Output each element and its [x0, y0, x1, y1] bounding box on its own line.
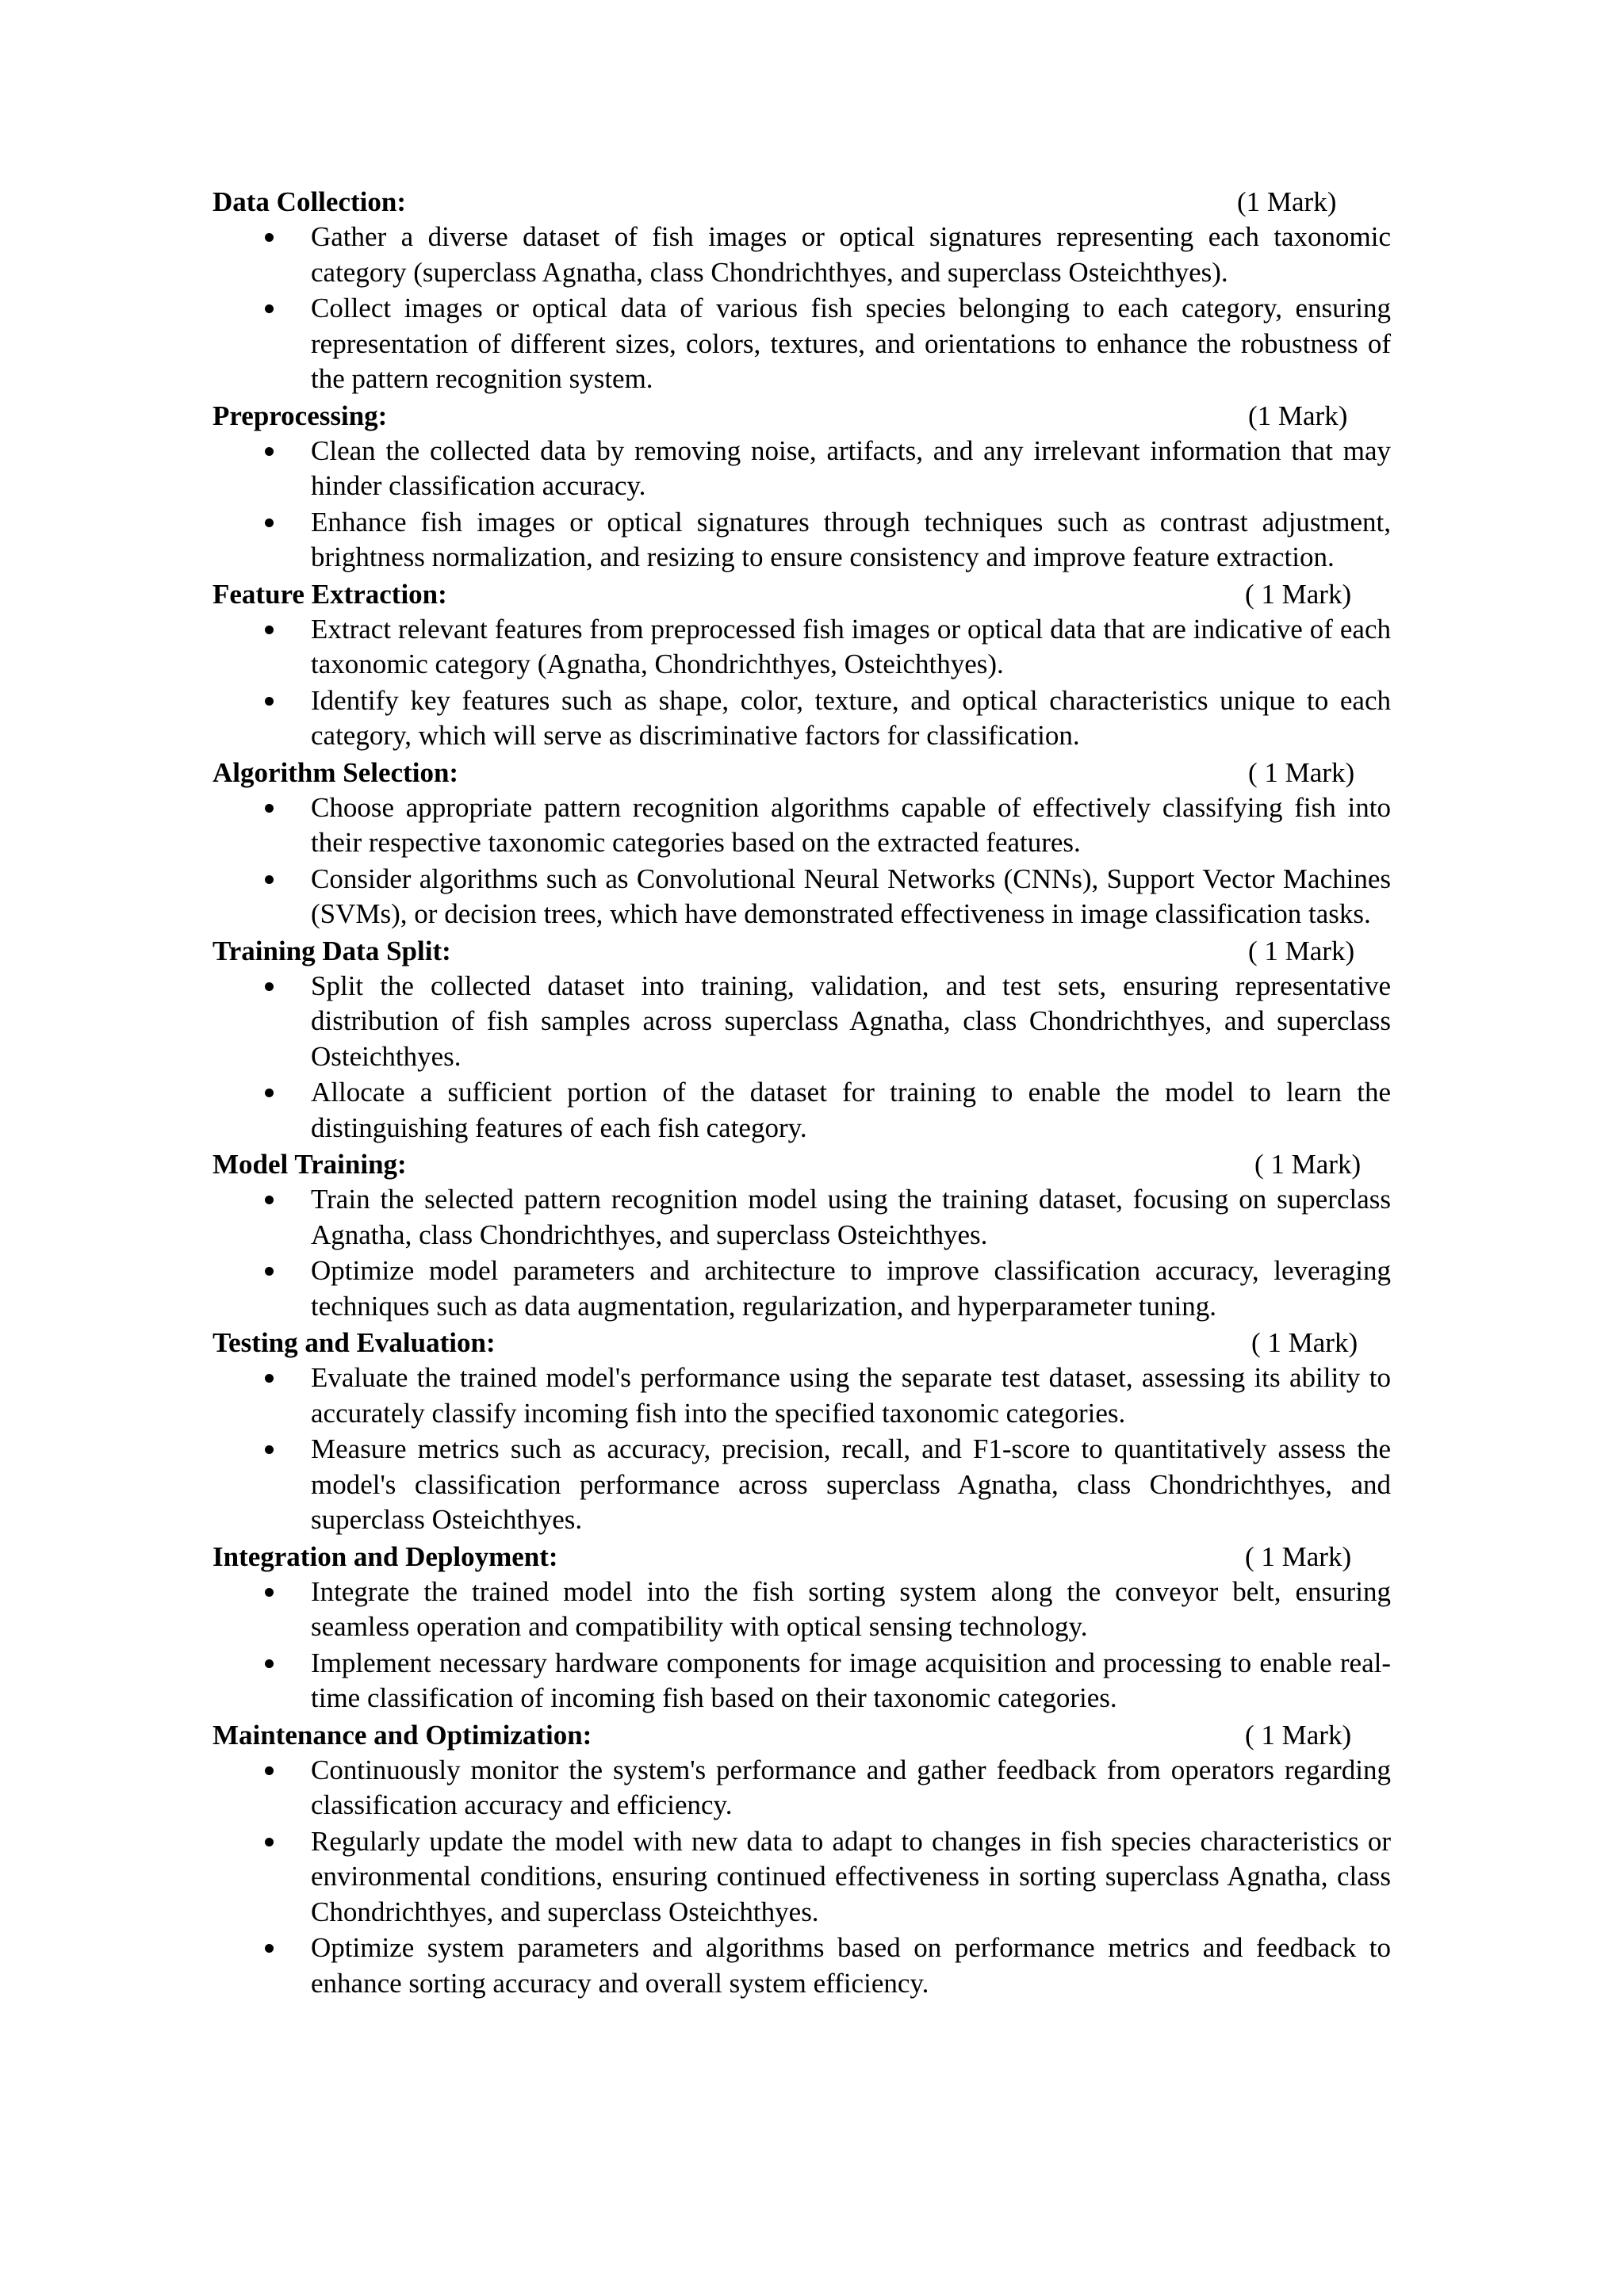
section-maintenance-optimization — [213, 1717, 1391, 2002]
bullet-list — [213, 1575, 1391, 1716]
section-heading: Model Training: — [213, 1149, 407, 1180]
bullet-icon — [265, 1588, 274, 1597]
bullet-list — [213, 612, 1391, 754]
list-item — [213, 1182, 1391, 1253]
section-preprocessing — [213, 398, 1391, 576]
bullet-icon — [265, 1196, 274, 1204]
section-marks: ( 1 Mark) — [1245, 578, 1352, 610]
section-heading: Maintenance and Optimization: — [213, 1719, 592, 1751]
section-heading-row — [213, 1146, 1391, 1182]
list-item — [213, 969, 1391, 1075]
section-data-collection — [213, 184, 1391, 397]
list-item — [213, 505, 1391, 576]
section-heading-row — [213, 1539, 1391, 1575]
bullet-text: Implement necessary hardware components for image acquisition and processing to enable real-time classification of incoming fish based on their taxonomic categories. — [311, 1647, 1391, 1713]
bullet-text: Continuously monitor the system's performance and gather feedback from operators regarding classification accuracy and efficiency. — [311, 1754, 1391, 1820]
bullet-icon — [265, 626, 274, 634]
list-item — [213, 612, 1391, 683]
bullet-text: Clean the collected data by removing noise, artifacts, and any irrelevant information that may hinder classification accuracy. — [311, 434, 1391, 501]
section-marks: ( 1 Mark) — [1248, 756, 1355, 788]
bullet-icon — [265, 1838, 274, 1846]
section-heading: Training Data Split: — [213, 935, 451, 966]
list-item — [213, 291, 1391, 397]
bullet-text: Split the collected dataset into training, validation, and test sets, ensuring representative distribution of fish samples across superclass Agnatha, class Chondrichthyes, and superclass Osteichthyes. — [311, 970, 1391, 1072]
list-item — [213, 683, 1391, 754]
list-item — [213, 1575, 1391, 1645]
bullet-icon — [265, 697, 274, 706]
bullet-icon — [265, 1445, 274, 1454]
bullet-text: Integrate the trained model into the fish sorting system along the conveyor belt, ensuring seamless operation and compatibility with optical sensing technology. — [311, 1575, 1391, 1642]
section-marks: ( 1 Mark) — [1254, 1149, 1362, 1180]
section-feature-extraction — [213, 576, 1391, 754]
bullet-icon — [265, 982, 274, 991]
bullet-icon — [265, 804, 274, 813]
list-item — [213, 1753, 1391, 1823]
section-model-training — [213, 1146, 1391, 1324]
section-heading-row — [213, 398, 1391, 434]
bullet-text: Gather a diverse dataset of fish images or optical signatures representing each taxonomic category (superclass Agnatha, class Chondrichthyes, and superclass Osteichthyes). — [311, 221, 1391, 288]
bullet-list — [213, 220, 1391, 397]
bullet-list — [213, 1360, 1391, 1538]
bullet-text: Evaluate the trained model's performance using the separate test dataset, assessing its ability to accurately classify incoming fish into the specified taxonomic categories. — [311, 1362, 1391, 1429]
list-item — [213, 1931, 1391, 2001]
section-marks: (1 Mark) — [1248, 400, 1348, 431]
section-heading-row — [213, 933, 1391, 969]
list-item — [213, 1360, 1391, 1431]
bullet-icon — [265, 1659, 274, 1668]
bullet-icon — [265, 1766, 274, 1775]
section-heading-row — [213, 184, 1391, 220]
bullet-text: Measure metrics such as accuracy, precision, recall, and F1-score to quantitatively assess the model's classification performance across superclass Agnatha, class Chondrichthyes, and superclass Osteichthyes. — [311, 1433, 1391, 1535]
section-heading: Feature Extraction: — [213, 578, 447, 610]
bullet-text: Optimize system parameters and algorithms based on performance metrics and feedback to enhance sorting accuracy and overall system efficiency. — [311, 1932, 1391, 1999]
document-body — [213, 184, 1391, 2002]
bullet-list — [213, 434, 1391, 576]
list-item — [213, 1075, 1391, 1146]
bullet-icon — [265, 304, 274, 313]
bullet-text: Collect images or optical data of various fish species belonging to each category, ensuring representation of different sizes, colors, textures, and orientations to enhance the robustness of the pattern recognition system. — [311, 293, 1391, 394]
section-marks: (1 Mark) — [1237, 186, 1337, 217]
bullet-icon — [265, 1089, 274, 1097]
section-marks: ( 1 Mark) — [1251, 1327, 1358, 1358]
bullet-text: Choose appropriate pattern recognition algorithms capable of effectively classifying fish into their respective taxonomic categories based on the extracted features. — [311, 791, 1391, 858]
section-testing-evaluation — [213, 1325, 1391, 1538]
bullet-icon — [265, 233, 274, 242]
bullet-text: Identify key features such as shape, color, texture, and optical characteristics unique to each category, which will serve as discriminative factors for classification. — [311, 684, 1391, 751]
list-item — [213, 790, 1391, 861]
bullet-icon — [265, 1944, 274, 1953]
section-heading-row — [213, 1325, 1391, 1360]
bullet-text: Consider algorithms such as Convolutional Neural Networks (CNNs), Support Vector Machines (SVMs), or decision trees, which have demonstrated effectiveness in image classification tasks. — [311, 863, 1391, 929]
section-marks: ( 1 Mark) — [1245, 1719, 1352, 1751]
bullet-text: Train the selected pattern recognition model using the training dataset, focusing on superclass Agnatha, class Chondrichthyes, and superclass Osteichthyes. — [311, 1184, 1391, 1250]
bullet-text: Enhance fish images or optical signatures through techniques such as contrast adjustment, brightness normalization, and resizing to ensure consistency and improve feature extraction. — [311, 506, 1391, 572]
section-heading-row — [213, 1717, 1391, 1753]
bullet-icon — [265, 519, 274, 527]
section-marks: ( 1 Mark) — [1245, 1540, 1352, 1572]
bullet-list — [213, 1182, 1391, 1324]
list-item — [213, 1253, 1391, 1324]
bullet-text: Extract relevant features from preprocessed fish images or optical data that are indicative of each taxonomic category (Agnatha, Chondrichthyes, Osteichthyes). — [311, 613, 1391, 679]
section-heading-row — [213, 755, 1391, 790]
list-item — [213, 1646, 1391, 1716]
bullet-icon — [265, 447, 274, 456]
bullet-list — [213, 790, 1391, 932]
list-item — [213, 1432, 1391, 1538]
section-marks: ( 1 Mark) — [1248, 935, 1355, 966]
bullet-list — [213, 1753, 1391, 2002]
section-heading: Integration and Deployment: — [213, 1540, 558, 1572]
section-integration-deployment — [213, 1539, 1391, 1716]
list-item — [213, 1824, 1391, 1931]
section-heading: Algorithm Selection: — [213, 756, 459, 788]
section-algorithm-selection — [213, 755, 1391, 932]
list-item — [213, 862, 1391, 932]
bullet-text: Regularly update the model with new data to adapt to changes in fish species characteristics or environmental conditions, ensuring continued effectiveness in sorting superclass Agnatha, class Chondrichthyes, and superclass Osteichthyes. — [311, 1825, 1391, 1927]
list-item — [213, 220, 1391, 290]
bullet-icon — [265, 1374, 274, 1383]
bullet-list — [213, 969, 1391, 1146]
section-training-data-split — [213, 933, 1391, 1146]
section-heading-row — [213, 576, 1391, 612]
bullet-icon — [265, 1267, 274, 1276]
bullet-text: Optimize model parameters and architecture to improve classification accuracy, leveraging techniques such as data augmentation, regularization, and hyperparameter tuning. — [311, 1255, 1391, 1322]
section-heading: Data Collection: — [213, 186, 406, 217]
section-heading: Preprocessing: — [213, 400, 388, 431]
bullet-icon — [265, 875, 274, 884]
list-item — [213, 434, 1391, 504]
section-heading: Testing and Evaluation: — [213, 1327, 496, 1358]
bullet-text: Allocate a sufficient portion of the dataset for training to enable the model to learn the distinguishing features of each fish category. — [311, 1077, 1391, 1143]
